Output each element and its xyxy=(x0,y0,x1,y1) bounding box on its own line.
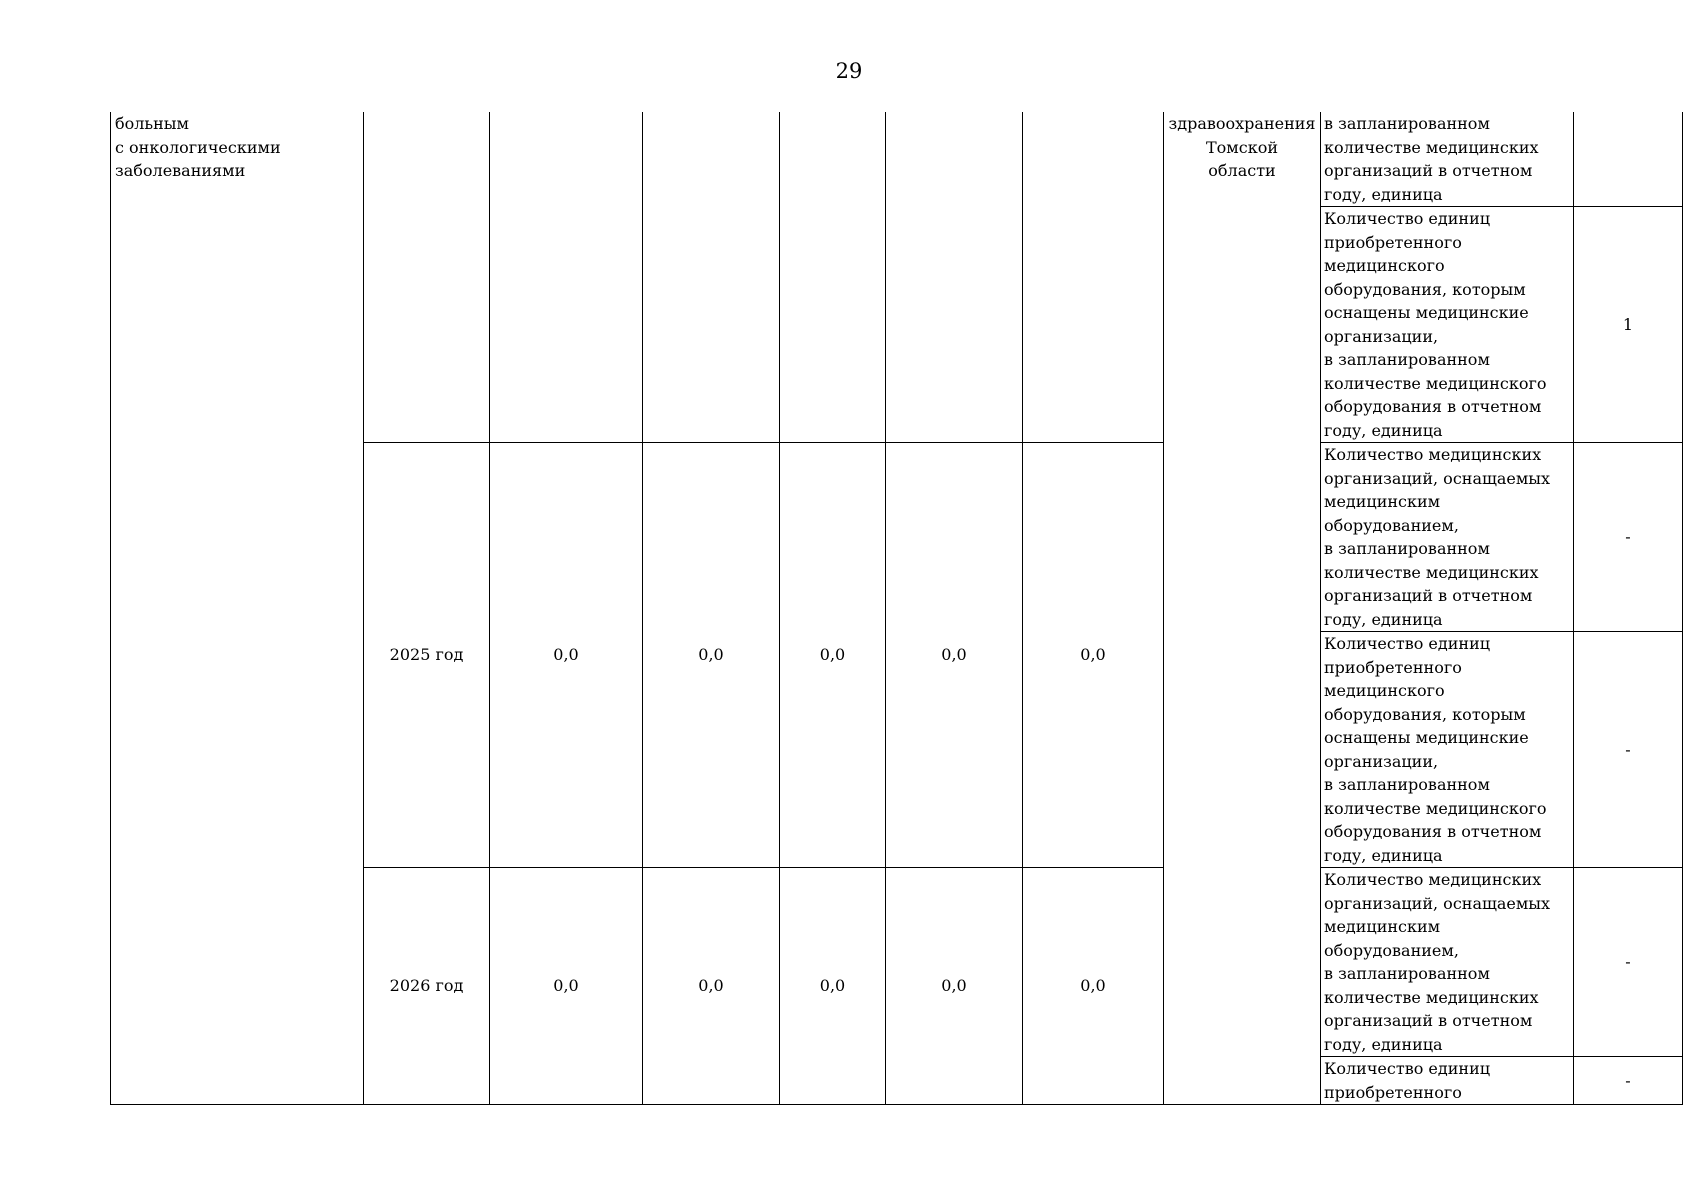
year-cell: 2025 год xyxy=(364,443,490,868)
event-name-cell: больным с онкологическими заболеваниями xyxy=(111,112,364,1105)
value-cell: 0,0 xyxy=(490,443,643,868)
indicator-text: Количество единиц приобретенного медицинского оборудования, которым оснащены медицинские организации, в запланированном количестве медицинского оборудования в отчетном году, единица xyxy=(1321,207,1574,443)
indicator-text: Количество медицинских организаций, оснащаемых медицинским оборудованием, в запланированном количестве медицинских организаций в отчетном году, единица xyxy=(1321,868,1574,1057)
year-cell-continued xyxy=(364,112,490,443)
value-cell: 0,0 xyxy=(886,868,1023,1105)
indicator-value: - xyxy=(1574,443,1683,632)
value-cell: 0,0 xyxy=(780,868,886,1105)
value-cell-continued xyxy=(1023,112,1164,443)
value-cell: 0,0 xyxy=(643,443,780,868)
indicator-value: - xyxy=(1574,632,1683,868)
value-cell-continued xyxy=(886,112,1023,443)
value-cell-continued xyxy=(780,112,886,443)
value-cell-continued xyxy=(643,112,780,443)
value-cell: 0,0 xyxy=(1023,868,1164,1105)
year-cell: 2026 год xyxy=(364,868,490,1105)
indicator-text: Количество единиц приобретенного медицинского оборудования, которым оснащены медицинские организации, в запланированном количестве медицинского оборудования в отчетном году, единица xyxy=(1321,632,1574,868)
value-cell: 0,0 xyxy=(490,868,643,1105)
table-row xyxy=(111,112,1683,207)
indicator-value: - xyxy=(1574,1057,1683,1105)
value-cell: 0,0 xyxy=(1023,443,1164,868)
indicator-value: 1 xyxy=(1574,207,1683,443)
indicator-value: - xyxy=(1574,868,1683,1057)
indicator-value xyxy=(1574,112,1683,207)
indicator-text: в запланированном количестве медицинских организаций в отчетном году, единица xyxy=(1321,112,1574,207)
value-cell-continued xyxy=(490,112,643,443)
value-cell: 0,0 xyxy=(780,443,886,868)
value-cell: 0,0 xyxy=(643,868,780,1105)
responsible-cell: здравоохранения Томской области xyxy=(1164,112,1321,1105)
value-cell: 0,0 xyxy=(886,443,1023,868)
indicator-text: Количество медицинских организаций, оснащаемых медицинским оборудованием, в запланированном количестве медицинских организаций в отчетном году, единица xyxy=(1321,443,1574,632)
indicator-text: Количество единиц приобретенного xyxy=(1321,1057,1574,1105)
program-table xyxy=(110,112,1683,1105)
page-number: 29 xyxy=(835,59,863,83)
